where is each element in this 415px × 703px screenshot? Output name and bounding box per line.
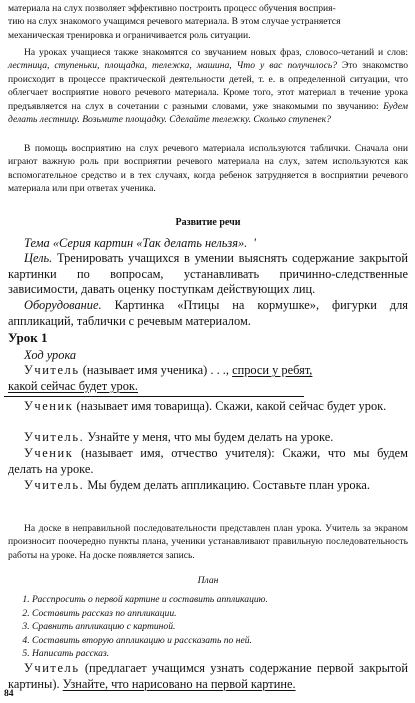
paragraph-text: На уроках учащиеся также знакомятся со звучанием новых фраз, словосо-четаний и слов: — [24, 47, 408, 58]
goal-paragraph — [8, 251, 408, 298]
text-line: тию на слух знакомого учащимся речевого материала. В этом случае устраняется — [8, 16, 341, 28]
dialog-student-1 — [8, 399, 408, 415]
speaker-student: Ученик — [24, 446, 74, 460]
speaker-teacher: Учитель. — [24, 478, 85, 492]
plan-item: 3. Сравнить аппликацию с картиной. — [32, 620, 408, 634]
lesson-course: Ход урока — [24, 348, 77, 362]
lesson-title: Урок 1 — [8, 330, 48, 345]
underlined-phrase: спроси у ребят, — [232, 363, 313, 377]
equipment-label: Оборудование. — [24, 298, 102, 312]
theme-line — [8, 236, 408, 252]
plan-item: 2. Составить рассказ по аппликации. — [32, 607, 408, 621]
dialog-student-2 — [8, 446, 408, 477]
plan-list — [8, 593, 408, 661]
underlined-phrase: Узнайте, что нарисовано на первой картине. — [62, 676, 296, 691]
paragraph-new-phrases — [8, 46, 408, 126]
italic-phrases: Будем делать лестницу. Возьмите площадку. Сделайте тележку. Сколько ступенек? — [8, 100, 408, 126]
text-line: механическая тренировка и ограничивается роль ситуации. — [8, 29, 251, 41]
top-paragraph — [8, 2, 408, 42]
speaker-student: Ученик — [24, 399, 74, 413]
underlined-phrase: какой сейчас будет урок. — [8, 378, 139, 393]
dialog-text: Мы будем делать аппликацию. Составьте план урока. — [84, 478, 371, 492]
speaker-teacher: Учитель. — [24, 430, 85, 444]
plan-item: 4. Составить вторую аппликацию и рассказать по ней. — [32, 634, 408, 648]
paragraph-text: Это знакомство происходит в процессе практической деятельности детей, т. е. в определенной ситуации, что облегчает восприятие нового речевого материала. Кроме того, этот материал в течение урока предъявляется на слух в сочетании с разными словами, уже знакомыми по звучанию: — [8, 60, 408, 112]
dialog-text: Узнайте у меня, что мы будем делать на уроке. — [84, 430, 334, 444]
speaker-teacher: Учитель — [24, 661, 80, 675]
equipment-paragraph — [8, 298, 408, 329]
board-note: На доске в неправильной последовательности представлен план урока. Учитель за экраном произносит поочередно пункты плана, ученики устанавливают правильную последовательность работы на уроке. На доске появляется запись. — [8, 523, 408, 561]
text-line: материала на слух позволяет эффективно построить процесс обучения восприя- — [8, 3, 336, 14]
dots: . . ., — [210, 363, 233, 377]
dialog-teacher-final — [8, 661, 408, 692]
theme-text: Тема «Серия картин «Так делать нельзя». — [24, 236, 248, 250]
dialog-teacher-2 — [8, 430, 408, 446]
divider-line — [4, 396, 304, 397]
dialog-text: (называет имя товарища). Скажи, какой сейчас будет урок. — [73, 399, 387, 413]
plan-item: 5. Написать рассказ. — [32, 647, 408, 661]
stage-direction: (называет имя ученика) — [79, 363, 211, 377]
plan-title: План — [197, 575, 219, 586]
equipment-text: Картинка «Птицы на кормушке», фигурки для аппликаций, таблички с речевым материалом. — [8, 298, 408, 328]
theme-mark: ' — [253, 236, 256, 250]
goal-label: Цель. — [24, 251, 53, 265]
dialog-text: (называет имя, отчество учителя): Скажи, что мы будем делать на уроке. — [8, 446, 408, 476]
speaker-teacher: Учитель — [24, 363, 80, 377]
dialog-teacher-1 — [8, 363, 408, 394]
section-title: Развитие речи — [175, 217, 241, 228]
page-number: 84 — [4, 688, 14, 699]
plan-list-block — [8, 593, 408, 661]
italic-word-list: лестница, ступеньки, площадка, тележка, машина, Что у вас получилось? — [8, 60, 338, 72]
plan-item: 1. Расспросить о первой картине и составить аппликацию. — [32, 593, 408, 607]
dialog-teacher-3 — [8, 478, 408, 494]
dialog-text: (предлагает учащимся узнать содержание первой закрытой картины). — [8, 661, 408, 691]
goal-text: Тренировать учащихся в умении выяснять содержание закрытой картинки по вопросам, устанавливать причинно-следственные зависимости, давать оценку поступкам действующих лиц. — [8, 251, 408, 297]
paragraph-tablets: В помощь восприятию на слух речевого материала используются таблички. Сначала они играют важную роль при восприятии речевого материала на слух, затем используются как вспомогательное средство и в тех случаях, когда ребенок затрудняется в восприятии речевого материала или при ответах ученика. — [8, 143, 408, 195]
